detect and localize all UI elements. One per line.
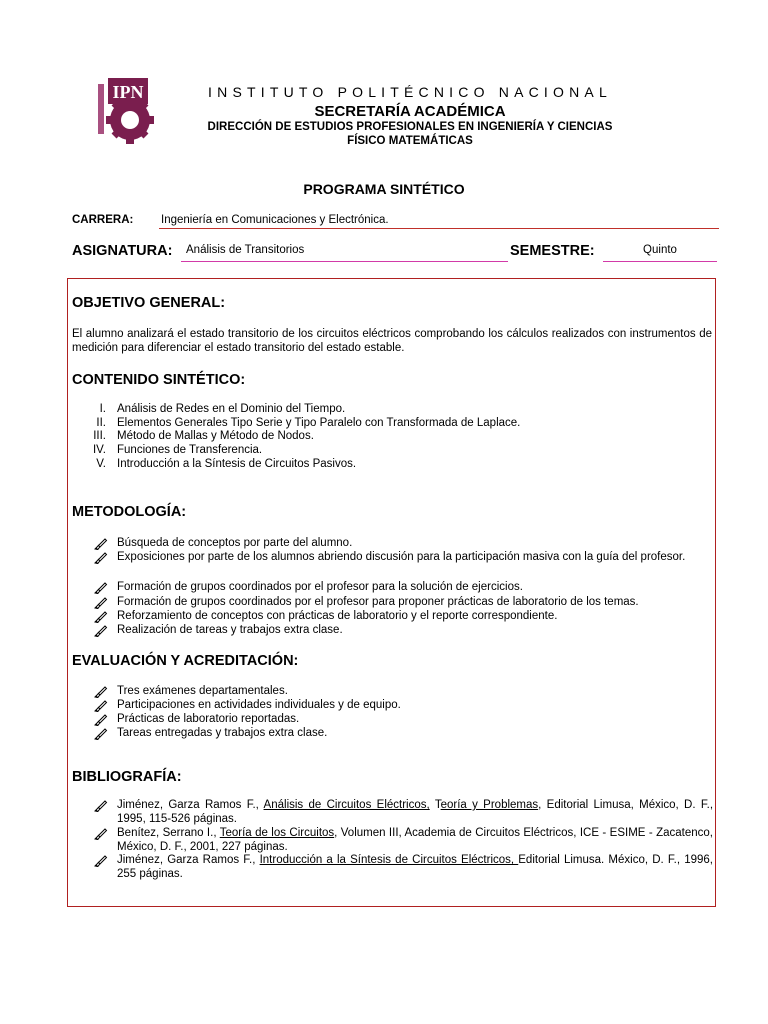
pen-bullet-icon <box>94 826 108 840</box>
list-item: V. Introducción a la Síntesis de Circuitos Pasivos. <box>96 457 357 470</box>
subject-label: ASIGNATURA: <box>72 243 173 259</box>
semester-value: Quinto <box>603 243 717 262</box>
bibliography-heading: BIBLIOGRAFÍA: <box>72 769 182 785</box>
pen-bullet-icon <box>94 726 108 740</box>
pen-bullet-icon <box>94 623 108 637</box>
evaluation-heading: EVALUACIÓN Y ACREDITACIÓN: <box>72 653 299 669</box>
pen-bullet-icon <box>94 684 108 698</box>
institute-name: INSTITUTO POLITÉCNICO NACIONAL <box>208 84 612 100</box>
secretariat-name: SECRETARÍA ACADÉMICA <box>314 103 506 120</box>
list-item: II. Elementos Generales Tipo Serie y Tipo Paralelo con Transformada de Laplace. <box>96 416 521 429</box>
objective-heading: OBJETIVO GENERAL: <box>72 295 226 311</box>
methodology-heading: METODOLOGÍA: <box>72 504 187 520</box>
pen-bullet-icon <box>94 712 108 726</box>
pen-bullet-icon <box>94 609 108 623</box>
pen-bullet-icon <box>94 698 108 712</box>
list-item: III. Método de Mallas y Método de Nodos. <box>93 430 314 443</box>
program-title: PROGRAMA SINTÉTICO <box>303 181 465 197</box>
direction-line-2: FÍSICO MATEMÁTICAS <box>347 135 473 147</box>
direction-line-1: DIRECCIÓN DE ESTUDIOS PROFESIONALES EN INGENIERÍA Y CIENCIAS <box>207 121 613 133</box>
semester-label: SEMESTRE: <box>510 243 595 259</box>
subject-value: Análisis de Transitorios <box>181 243 508 262</box>
list-item: I. Análisis de Redes en el Dominio del Tiempo. <box>99 403 346 415</box>
pen-bullet-icon <box>94 580 108 594</box>
pen-bullet-icon <box>94 798 108 812</box>
pen-bullet-icon <box>94 853 108 867</box>
pen-bullet-icon <box>94 536 108 550</box>
list-item: IV. Funciones de Transferencia. <box>92 444 263 457</box>
content-list <box>72 403 520 471</box>
svg-text:IPN: IPN <box>112 82 144 102</box>
objective-text: El alumno analizará el estado transitorio de los circuitos eléctricos comprobando los cálculos realizados con instrumentos de medición para diferenciar el estado transitorio del estado estable. <box>72 328 712 354</box>
career-label: CARRERA: <box>72 214 134 226</box>
career-value: Ingeniería en Comunicaciones y Electrónica. <box>159 213 719 229</box>
pen-bullet-icon <box>94 595 108 609</box>
pen-bullet-icon <box>94 550 108 564</box>
content-heading: CONTENIDO SINTÉTICO: <box>72 372 246 388</box>
